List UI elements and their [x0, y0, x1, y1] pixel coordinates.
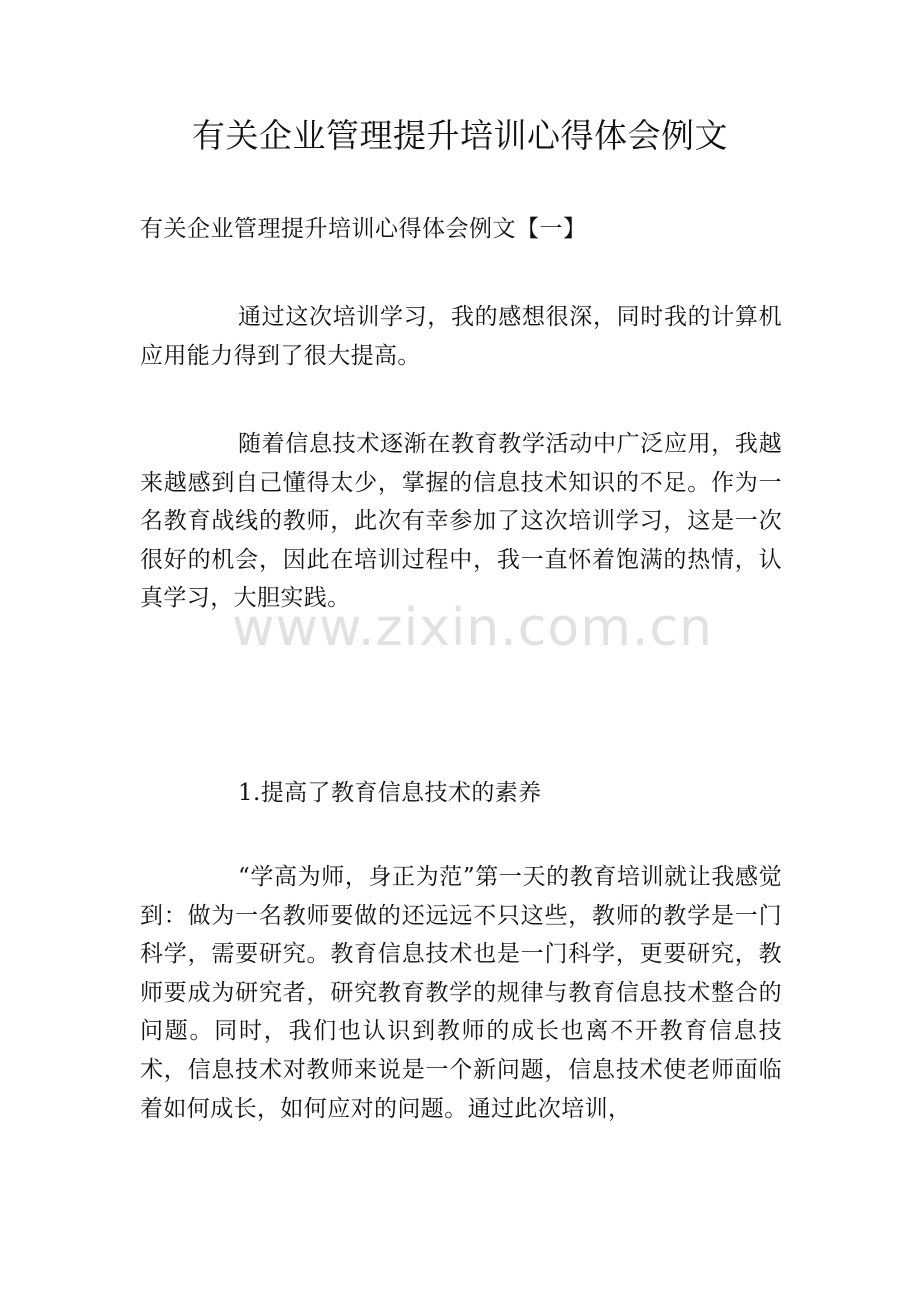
document-subtitle: 有关企业管理提升培训心得体会例文【一】 — [140, 216, 587, 242]
watermark: www.zixin.com.cn — [232, 598, 713, 658]
document-title: 有关企业管理提升培训心得体会例文 — [192, 116, 728, 155]
section-heading: 1.提高了教育信息技术的素养 — [238, 780, 542, 806]
paragraph-1: 通过这次培训学习，我的感想很深，同时我的计算机应用能力得到了很大提高。 — [140, 304, 782, 369]
paragraph-2: 随着信息技术逐渐在教育教学活动中广泛应用，我越来越感到自己懂得太少，掌握的信息技术知识的不足。作为一名教育战线的教师，此次有幸参加了这次培训学习，这是一次很好的机会，因此在培训过程中，我一直怀着饱满的热情，认真学习，大胆实践。 — [140, 431, 782, 612]
section-paragraph: “学高为师，身正为范”第一天的教育培训就让我感觉到：做为一名教师要做的还远远不只这些，教师的教学是一门科学，需要研究。教育信息技术也是一门科学，更要研究，教师要成为研究者，研究教育教学的规律与教育信息技术整合的问题。同时，我们也认识到教师的成长也离不开教育信息技术，信息技术对教师来说是一个新问题，信息技术使老师面临着如何成长，如何应对的问题。通过此次培训， — [140, 864, 782, 1122]
